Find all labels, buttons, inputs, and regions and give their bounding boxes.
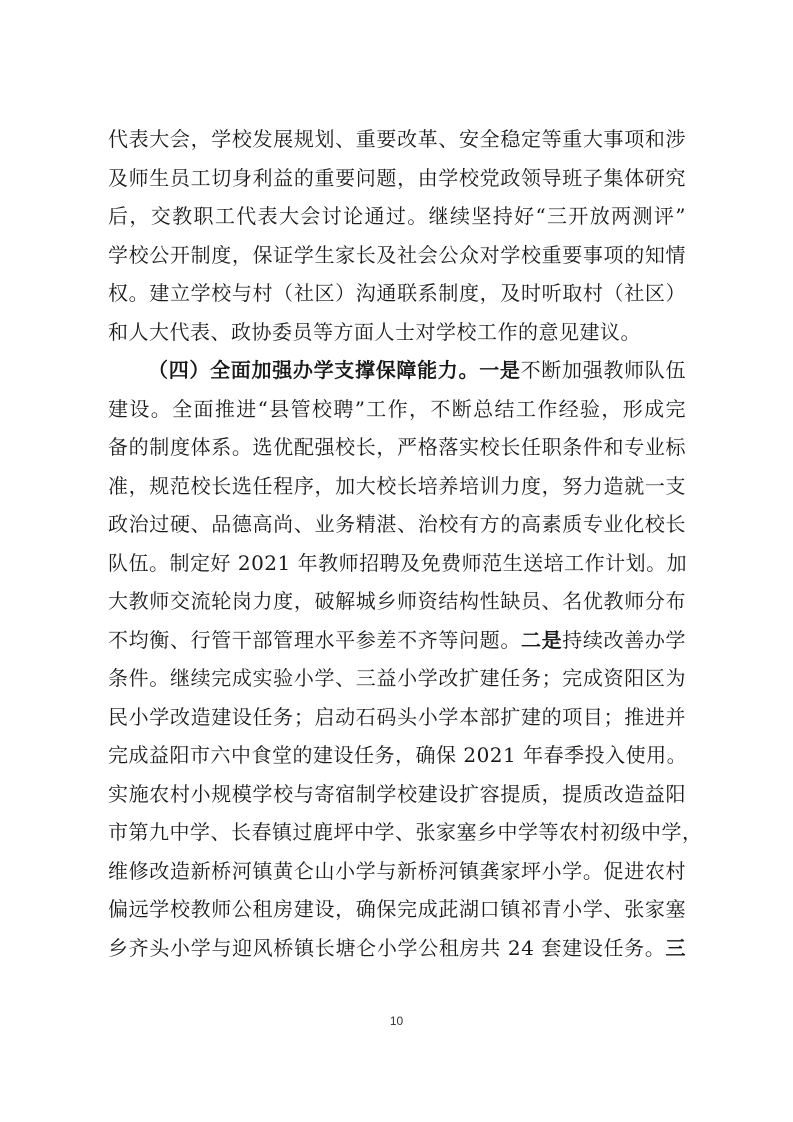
text-line: 备的制度体系。选优配强校长，严格落实校长任职条件和专业标 (108, 435, 686, 459)
paragraph-support-capacity (108, 351, 703, 967)
text-line: 代表大会，学校发展规划、重要改革、安全稳定等重大事项和涉 (108, 127, 686, 151)
text-line: 维修改造新桥河镇黄仑山小学与新桥河镇龚家坪小学。促进农村 (108, 858, 686, 883)
text-segment: 不均衡、行管干部管理水平参差不齐等问题。 (108, 627, 521, 652)
item-marker: 一是 (479, 358, 521, 382)
text-line: 学校公开制度，保证学生家长及社会公众对学校重要事项的知情 (108, 242, 686, 267)
section-heading: （四）全面加强办学支撑保障能力。 (148, 358, 480, 382)
text-line: 政治过硬、品德高尚、业务精湛、治校有方的高素质专业化校长 (108, 512, 686, 536)
text-line: 实施农村小规模学校与寄宿制学校建设扩容提质，提质改造益阳 (108, 781, 686, 806)
paragraph-school-governance (108, 120, 686, 351)
text-line: 市第九中学、长春镇过鹿坪中学、张家塞乡中学等农村初级中学， (108, 820, 703, 844)
text-line: 及师生员工切身利益的重要问题，由学校党政领导班子集体研究 (108, 165, 686, 190)
text-line (108, 929, 686, 968)
text-line: 后，交教职工代表大会讨论通过。继续坚持好“三开放两测评” (108, 204, 686, 228)
text-line: 完成益阳市六中食堂的建设任务，确保 2021 年春季投入使用。 (108, 743, 688, 767)
text-line: 队伍。制定好 2021 年教师招聘及免费师范生送培工作计划。加 (108, 550, 688, 575)
text-segment: 不断加强教师队伍 (520, 358, 687, 382)
text-line (108, 351, 686, 390)
text-line: 民小学改造建设任务；启动石码头小学本部扩建的项目；推进并 (108, 704, 686, 729)
text-segment: 乡齐头小学与迎风桥镇长塘仑小学公租房共 24 套建设任务。 (108, 935, 666, 960)
document-body (108, 120, 703, 967)
text-line: 条件。继续完成实验小学、三益小学改扩建任务；完成资阳区为 (108, 666, 686, 690)
text-line: 和人大代表、政协委员等方面人士对学校工作的意见建议。 (108, 319, 641, 344)
text-line: 建设。全面推进“县管校聘”工作，不断总结工作经验，形成完 (108, 396, 686, 421)
page-number: 10 (389, 1014, 404, 1028)
text-line: 准，规范校长选任程序，加大校长培养培训力度，努力造就一支 (108, 473, 686, 498)
item-marker: 三 (665, 935, 686, 960)
text-line: 权。建立学校与村（社区）沟通联系制度，及时听取村（社区） (108, 281, 686, 305)
text-segment: 持续改善办学 (562, 627, 687, 652)
text-line (108, 621, 686, 660)
text-line: 大教师交流轮岗力度，破解城乡师资结构性缺员、名优教师分布 (108, 589, 686, 613)
item-marker: 二是 (520, 627, 563, 652)
text-line: 偏远学校教师公租房建设，确保完成茈湖口镇祁青小学、张家塞 (108, 897, 686, 921)
